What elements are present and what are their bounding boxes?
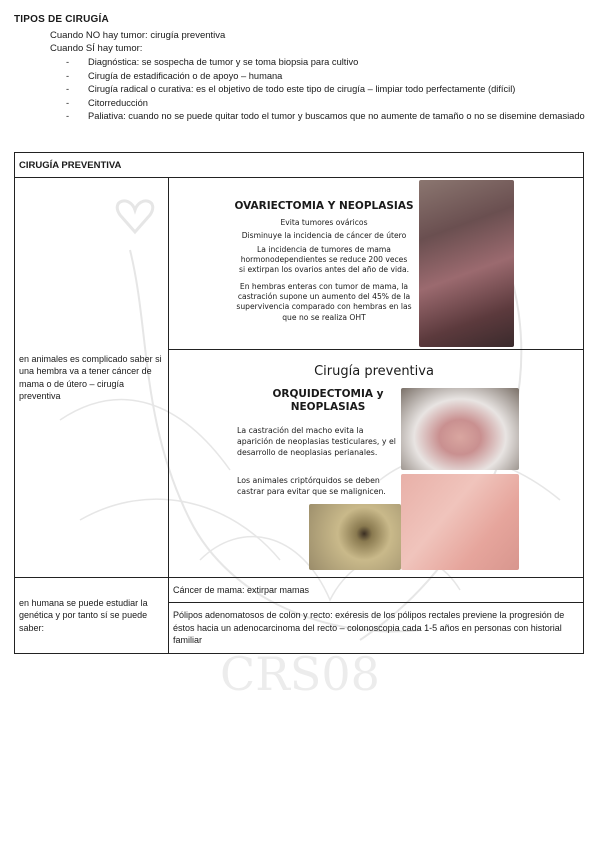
humans-note-text: en humana se puede estudiar la genética y por tanto sí se puede saber: (19, 597, 148, 633)
humans-note (15, 578, 169, 654)
slide1-line1: Evita tumores ováricos (280, 218, 368, 227)
slide2-para2: Los animales criptórquidos se deben castrar para evitar que se malignicen. (237, 476, 386, 496)
animals-note (15, 178, 169, 578)
human-row-polyps-text: Pólipos adenomatosos de colon y recto: exéresis de los pólipos rectales previene la progresión de éstos hacia un adenocarcinoma del recto – colonoscopia cada 1-5 años en personas con historial familiar (173, 610, 565, 646)
slide-orchiectomy (169, 350, 584, 578)
table-header: CIRUGÍA PREVENTIVA (15, 153, 584, 178)
slide2-title: ORQUIDECTOMIA y NEOPLASIAS (272, 388, 384, 413)
slide1-title: OVARIECTOMIA Y NEOPLASIAS (234, 200, 414, 212)
case-tumor: Cuando SÍ hay tumor: (50, 43, 143, 54)
human-row-breast (169, 578, 584, 603)
slide1-line2: Disminuye la incidencia de cáncer de útero (241, 231, 407, 240)
list-item: - Diagnóstica: se sospecha de tumor y se toma biopsia para cultivo (88, 56, 588, 70)
preventive-surgery-table (14, 152, 584, 654)
list-item: - Cirugía de estadificación o de apoyo – humana (88, 70, 588, 84)
photo-hand-exam (401, 474, 519, 570)
photo-animal-face (401, 388, 519, 470)
slide2-para1: La castración del macho evita la aparición de neoplasias testiculares, y el desarrollo de neoplasias perianales. (237, 426, 396, 457)
watermark-signature: CRS08 (220, 647, 380, 701)
human-row-breast-text: Cáncer de mama: extirpar mamas (173, 584, 310, 595)
list-item: - Paliativa: cuando no se puede quitar todo el tumor y buscamos que no aumente de tamaño o no se disemine demasiado (88, 110, 588, 124)
photo-microscopy (309, 504, 401, 570)
slide2-header: Cirugía preventiva (314, 364, 434, 379)
page-heading: TIPOS DE CIRUGÍA (14, 14, 109, 25)
slide1-line3: La incidencia de tumores de mama hormonodependientes se reduce 200 veces si extirpan los ovarios antes del año de vida. (239, 245, 410, 275)
animals-note-text: en animales es complicado saber si una hembra va a tener cáncer de mama o de útero – cirugía preventiva (19, 353, 162, 401)
human-row-polyps (169, 603, 584, 654)
case-no-tumor: Cuando NO hay tumor: cirugía preventiva (50, 30, 226, 41)
slide-ovariectomy (169, 178, 584, 350)
surgery-photo-abdomen (419, 180, 514, 347)
list-item: - Citorreducción (88, 97, 588, 111)
list-item: - Cirugía radical o curativa: es el objetivo de todo este tipo de cirugía – limpiar todo perfectamente (difícil) (88, 83, 588, 97)
slide1-line4: En hembras enteras con tumor de mama, la castración supone un aumento del 45% de la supervivencia comparado con hembras en las que no se realiza OHT (236, 282, 412, 322)
tumor-surgery-list (88, 56, 588, 124)
